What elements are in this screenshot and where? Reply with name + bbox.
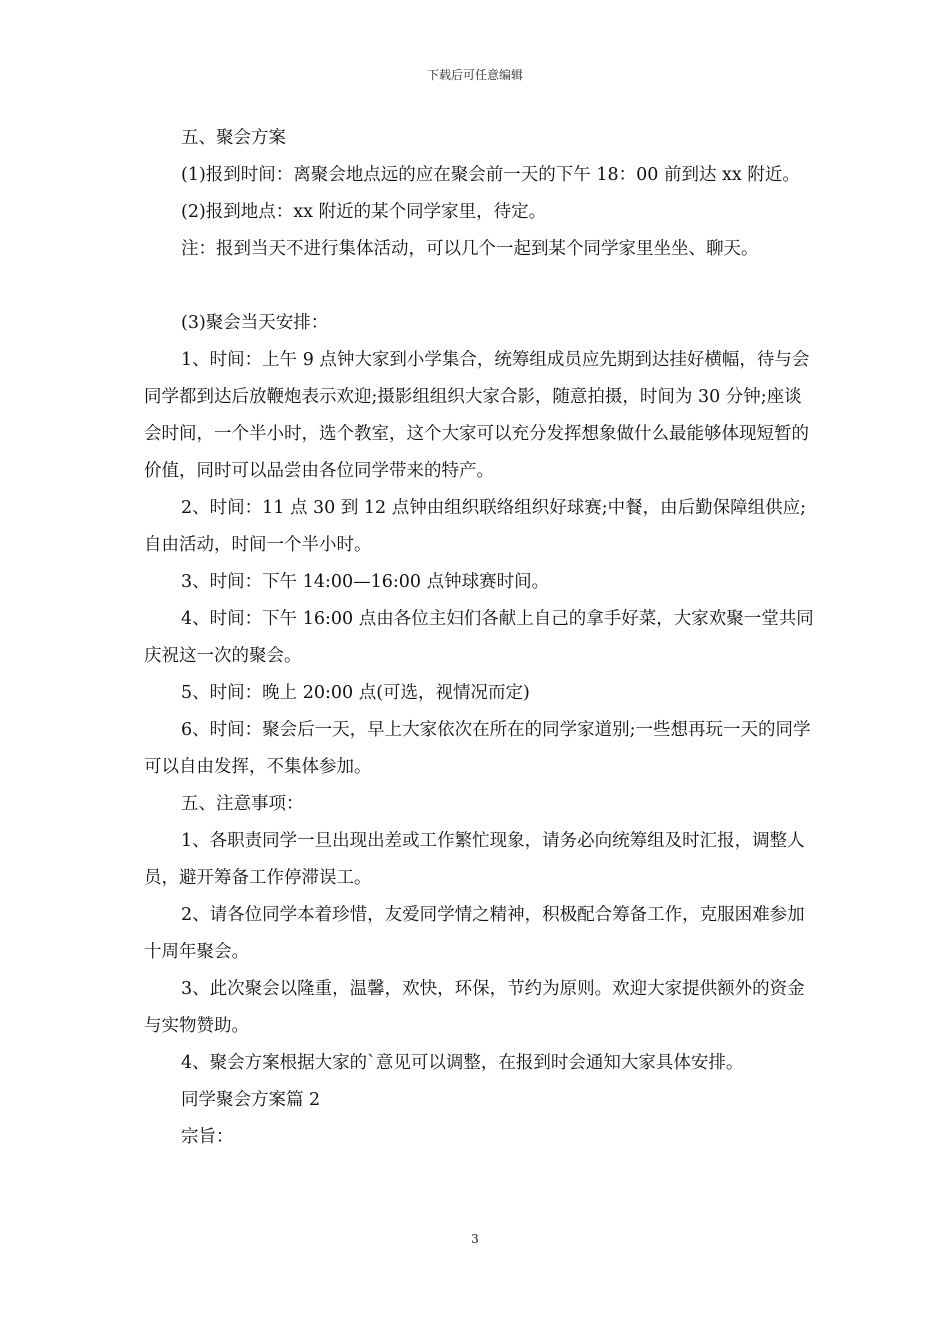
paragraph-schedule-4: 4、时间：下午 16:00 点由各位主妇们各献上自己的拿手好菜，大家欢聚一堂共同庆祝这一次的聚会。 — [144, 609, 814, 666]
paragraph-schedule-1: 1、时间：上午 9 点钟大家到小学集合，统筹组成员应先期到达挂好横幅，待与会同学都到达后放鞭炮表示欢迎;摄影组组织大家合影，随意拍摄，时间为 30 分钟;座谈会时间，一个半小时，选个教室，这个大家可以充分发挥想象做什么最能够体现短暂的价值，同时可以品尝由各位同学带来的特产。 — [144, 350, 810, 481]
paragraph-day-schedule-heading: (3)聚会当天安排： — [181, 313, 329, 333]
paragraph-purpose-heading: 宗旨： — [181, 1127, 234, 1147]
paragraph-notice-3: 3、此次聚会以隆重，温馨，欢快，环保，节约为原则。欢迎大家提供额外的资金与实物赞助。 — [144, 979, 805, 1036]
paragraph-schedule-3: 3、时间：下午 14:00—16:00 点钟球赛时间。 — [181, 572, 550, 592]
paragraph-report-location: (2)报到地点：xx 附近的某个同学家里，待定。 — [181, 202, 547, 222]
section-heading-plan: 五、聚会方案 — [181, 128, 286, 148]
paragraph-notice-1: 1、各职责同学一旦出现出差或工作繁忙现象，请务必向统筹组及时汇报，调整人员，避开筹备工作停滞误工。 — [144, 831, 805, 888]
paragraph-schedule-6: 6、时间：聚会后一天，早上大家依次在所在的同学家道别;一些想再玩一天的同学可以自由发挥，不集体参加。 — [144, 720, 811, 777]
page-number: 3 — [471, 1232, 479, 1246]
section-heading-notes: 五、注意事项： — [181, 794, 304, 814]
paragraph-report-time: (1)报到时间：离聚会地点远的应在聚会前一天的下午 18：00 前到达 xx 附近。 — [181, 165, 800, 185]
paragraph-notice-2: 2、请各位同学本着珍惜，友爱同学情之精神，积极配合筹备工作，克服困难参加十周年聚会。 — [144, 905, 805, 962]
paragraph-plan-2-title: 同学聚会方案篇 2 — [181, 1090, 321, 1110]
paragraph-notice-4: 4、聚会方案根据大家的`意见可以调整，在报到时会通知大家具体安排。 — [181, 1053, 744, 1073]
page-header: 下载后可任意编辑 — [426, 68, 523, 82]
paragraph-schedule-2: 2、时间：11 点 30 到 12 点钟由组织联络组织好球赛;中餐，由后勤保障组供应;自由活动，时间一个半小时。 — [144, 498, 807, 555]
paragraph-schedule-5: 5、时间：晚上 20:00 点(可选，视情况而定) — [181, 683, 530, 703]
blank-line — [144, 268, 816, 305]
document-body — [144, 120, 816, 1156]
paragraph-note: 注：报到当天不进行集体活动，可以几个一起到某个同学家里坐坐、聊天。 — [181, 239, 759, 259]
